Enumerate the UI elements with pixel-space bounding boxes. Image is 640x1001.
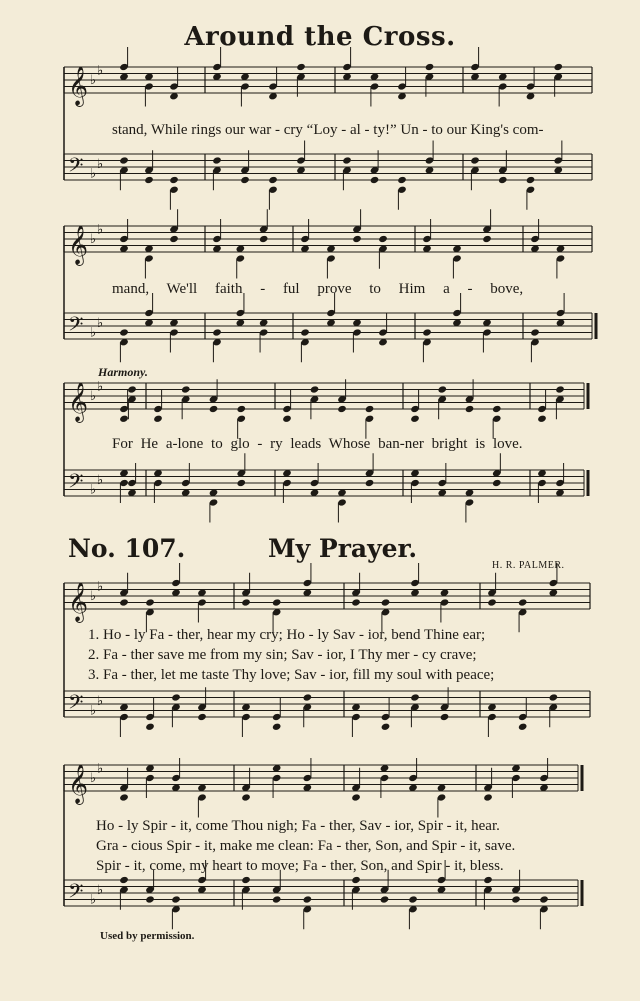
svg-text:𝄞: 𝄞 [68, 582, 89, 622]
hymn-number: No. 107. [68, 534, 186, 563]
svg-text:♭: ♭ [90, 703, 97, 719]
svg-text:♭: ♭ [90, 166, 97, 182]
permission-footnote: Used by permission. [100, 930, 195, 942]
lyric-line-2: mand, We'll faith - ful prove to Him a - bove, [112, 281, 524, 297]
composer-credit: H. R. PALMER. [492, 560, 565, 571]
harmony-lyric-line: For He a-lone to glo - ry leads Whose ban-ner bright is love. [112, 436, 523, 452]
svg-text:♭: ♭ [97, 315, 104, 331]
verse-1-line-a: 1. Ho - ly Fa - ther, hear my cry; Ho - ly Sav - ior, bend Thine ear; [88, 627, 486, 643]
svg-text:𝄢: 𝄢 [68, 879, 84, 908]
svg-text:𝄞: 𝄞 [68, 225, 89, 265]
hymn-title-my-prayer: My Prayer. [268, 534, 418, 563]
svg-text:𝄞: 𝄞 [68, 764, 89, 804]
harmony-label: Harmony. [98, 365, 148, 379]
verse-3-line-b: Spir - it, come, my heart to move; Fa - ther, Son, and Spir - it, bless. [96, 858, 504, 874]
verse-2-line-b: Gra - cious Spir - it, make me clean: Fa - ther, Son, and Spir - it, save. [96, 838, 516, 854]
svg-text:♭: ♭ [97, 379, 104, 395]
svg-text:♭: ♭ [97, 472, 104, 488]
svg-text:♭: ♭ [97, 761, 104, 777]
verse-2-line-a: 2. Fa - ther save me from my sin; Sav - ior, I Thy mer - cy crave; [88, 647, 477, 663]
svg-text:♭: ♭ [90, 892, 97, 908]
svg-text:𝄢: 𝄢 [68, 312, 84, 341]
svg-text:♭: ♭ [90, 389, 97, 404]
svg-text:♭: ♭ [97, 693, 104, 709]
svg-text:♭: ♭ [90, 73, 97, 88]
svg-text:♭: ♭ [97, 222, 104, 238]
svg-text:𝄢: 𝄢 [68, 690, 84, 719]
svg-text:♭: ♭ [90, 482, 97, 498]
svg-text:♭: ♭ [90, 771, 97, 786]
svg-text:♭: ♭ [97, 63, 104, 79]
svg-text:♭: ♭ [90, 589, 97, 604]
svg-text:♭: ♭ [97, 579, 104, 595]
svg-text:♭: ♭ [97, 156, 104, 172]
svg-text:♭: ♭ [90, 325, 97, 341]
lyric-line-1: stand, While rings our war - cry “Loy - al - ty!” Un - to our King's com- [112, 122, 544, 138]
svg-text:𝄞: 𝄞 [68, 66, 89, 106]
svg-text:𝄢: 𝄢 [68, 153, 84, 182]
verse-1-line-b: Ho - ly Spir - it, come Thou nigh; Fa - ther, Sav - ior, Spir - it, hear. [96, 818, 500, 834]
svg-text:♭: ♭ [90, 232, 97, 247]
svg-text:♭: ♭ [97, 882, 104, 898]
svg-text:𝄢: 𝄢 [68, 469, 84, 498]
svg-text:𝄞: 𝄞 [68, 382, 89, 422]
hymn-title-around-the-cross: Around the Cross. [184, 22, 456, 52]
verse-3-line-a: 3. Fa - ther, let me taste Thy love; Sav - ior, fill my soul with peace; [88, 667, 495, 683]
